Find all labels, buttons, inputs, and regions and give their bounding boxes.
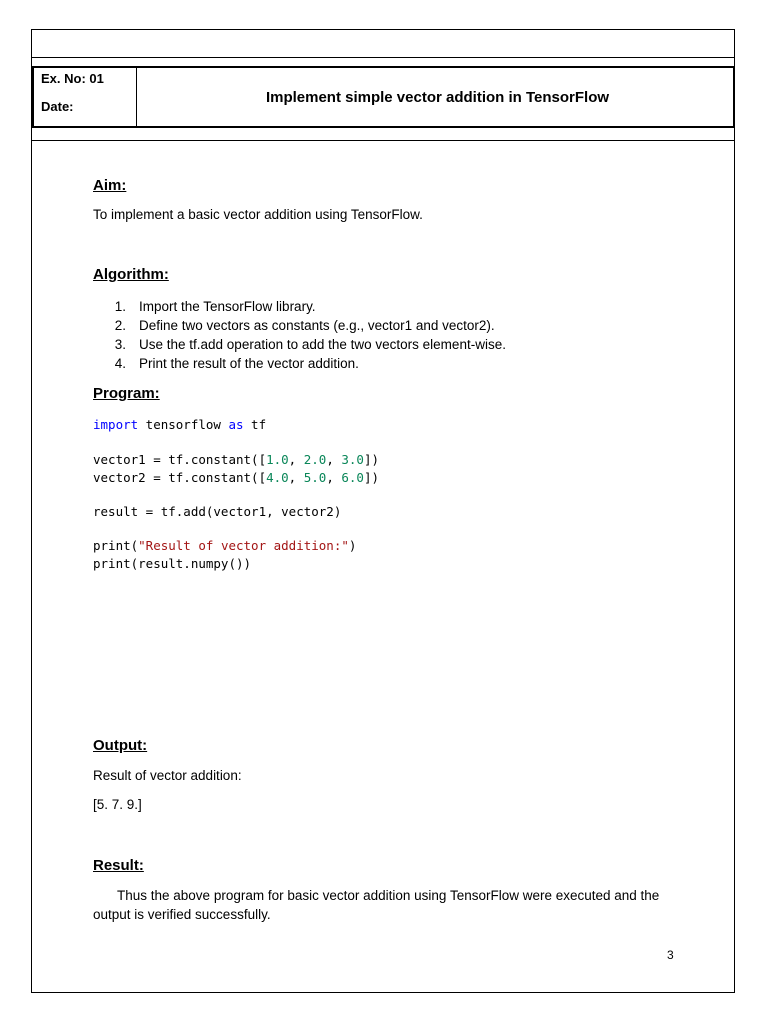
aim-text: To implement a basic vector addition using TensorFlow.	[93, 207, 423, 222]
algorithm-heading: Algorithm:	[93, 266, 169, 283]
step-number: 4.	[114, 356, 126, 371]
output-line-1: Result of vector addition:	[93, 768, 242, 783]
code-text: vector2 = tf.constant([	[93, 470, 267, 485]
code-number: 3.0	[341, 452, 364, 467]
code-text: ,	[288, 470, 304, 485]
code-vector2-line	[93, 469, 379, 486]
code-text: ,	[326, 470, 342, 485]
header-top-rule	[31, 57, 735, 58]
code-keyword: import	[93, 417, 139, 432]
algorithm-step	[93, 354, 506, 373]
output-line-2: [5. 7. 9.]	[93, 797, 142, 812]
aim-heading: Aim:	[93, 177, 127, 194]
code-text: ,	[288, 452, 304, 467]
code-text: ])	[363, 452, 380, 467]
header-bottom-rule	[31, 140, 735, 141]
code-text: )	[348, 538, 357, 553]
code-string: "Result of vector addition:"	[138, 538, 349, 553]
step-number: 3.	[114, 337, 126, 352]
code-text: print(	[93, 538, 139, 553]
algorithm-steps	[93, 297, 506, 373]
algorithm-step	[93, 297, 506, 316]
code-print-line	[93, 537, 356, 554]
code-keyword: as	[228, 417, 244, 432]
code-number: 5.0	[303, 470, 327, 485]
step-text: Use the tf.add operation to add the two vectors element-wise.	[139, 337, 506, 352]
code-number: 4.0	[266, 470, 289, 485]
code-number: 2.0	[303, 452, 327, 467]
code-text: ])	[363, 470, 380, 485]
code-text: tensorflow	[138, 417, 229, 432]
code-vector1-line	[93, 451, 379, 468]
code-result-line: result = tf.add(vector1, vector2)	[93, 504, 342, 519]
code-text: tf	[243, 417, 267, 432]
output-heading: Output:	[93, 737, 148, 754]
step-text: Import the TensorFlow library.	[139, 299, 316, 314]
step-number: 1.	[114, 299, 126, 314]
step-text: Print the result of the vector addition.	[139, 356, 359, 371]
result-text: Thus the above program for basic vector addition using TensorFlow were executed and the output is verified successfully.	[93, 888, 660, 922]
code-number: 1.0	[266, 452, 289, 467]
step-text: Define two vectors as constants (e.g., vector1 and vector2).	[139, 318, 495, 333]
code-import-line	[93, 416, 266, 433]
result-heading: Result:	[93, 857, 144, 874]
code-print-numpy-line: print(result.numpy())	[93, 556, 252, 571]
code-text: ,	[326, 452, 342, 467]
date-label: Date:	[41, 99, 74, 114]
step-number: 2.	[114, 318, 126, 333]
code-number: 6.0	[341, 470, 364, 485]
algorithm-step	[93, 335, 506, 354]
program-heading: Program:	[93, 385, 160, 402]
algorithm-step	[93, 316, 506, 335]
page-number: 3	[667, 948, 674, 962]
code-text: vector1 = tf.constant([	[93, 452, 267, 467]
document-title: Implement simple vector addition in TensorFlow	[265, 89, 610, 106]
exercise-number: Ex. No: 01	[41, 71, 104, 86]
